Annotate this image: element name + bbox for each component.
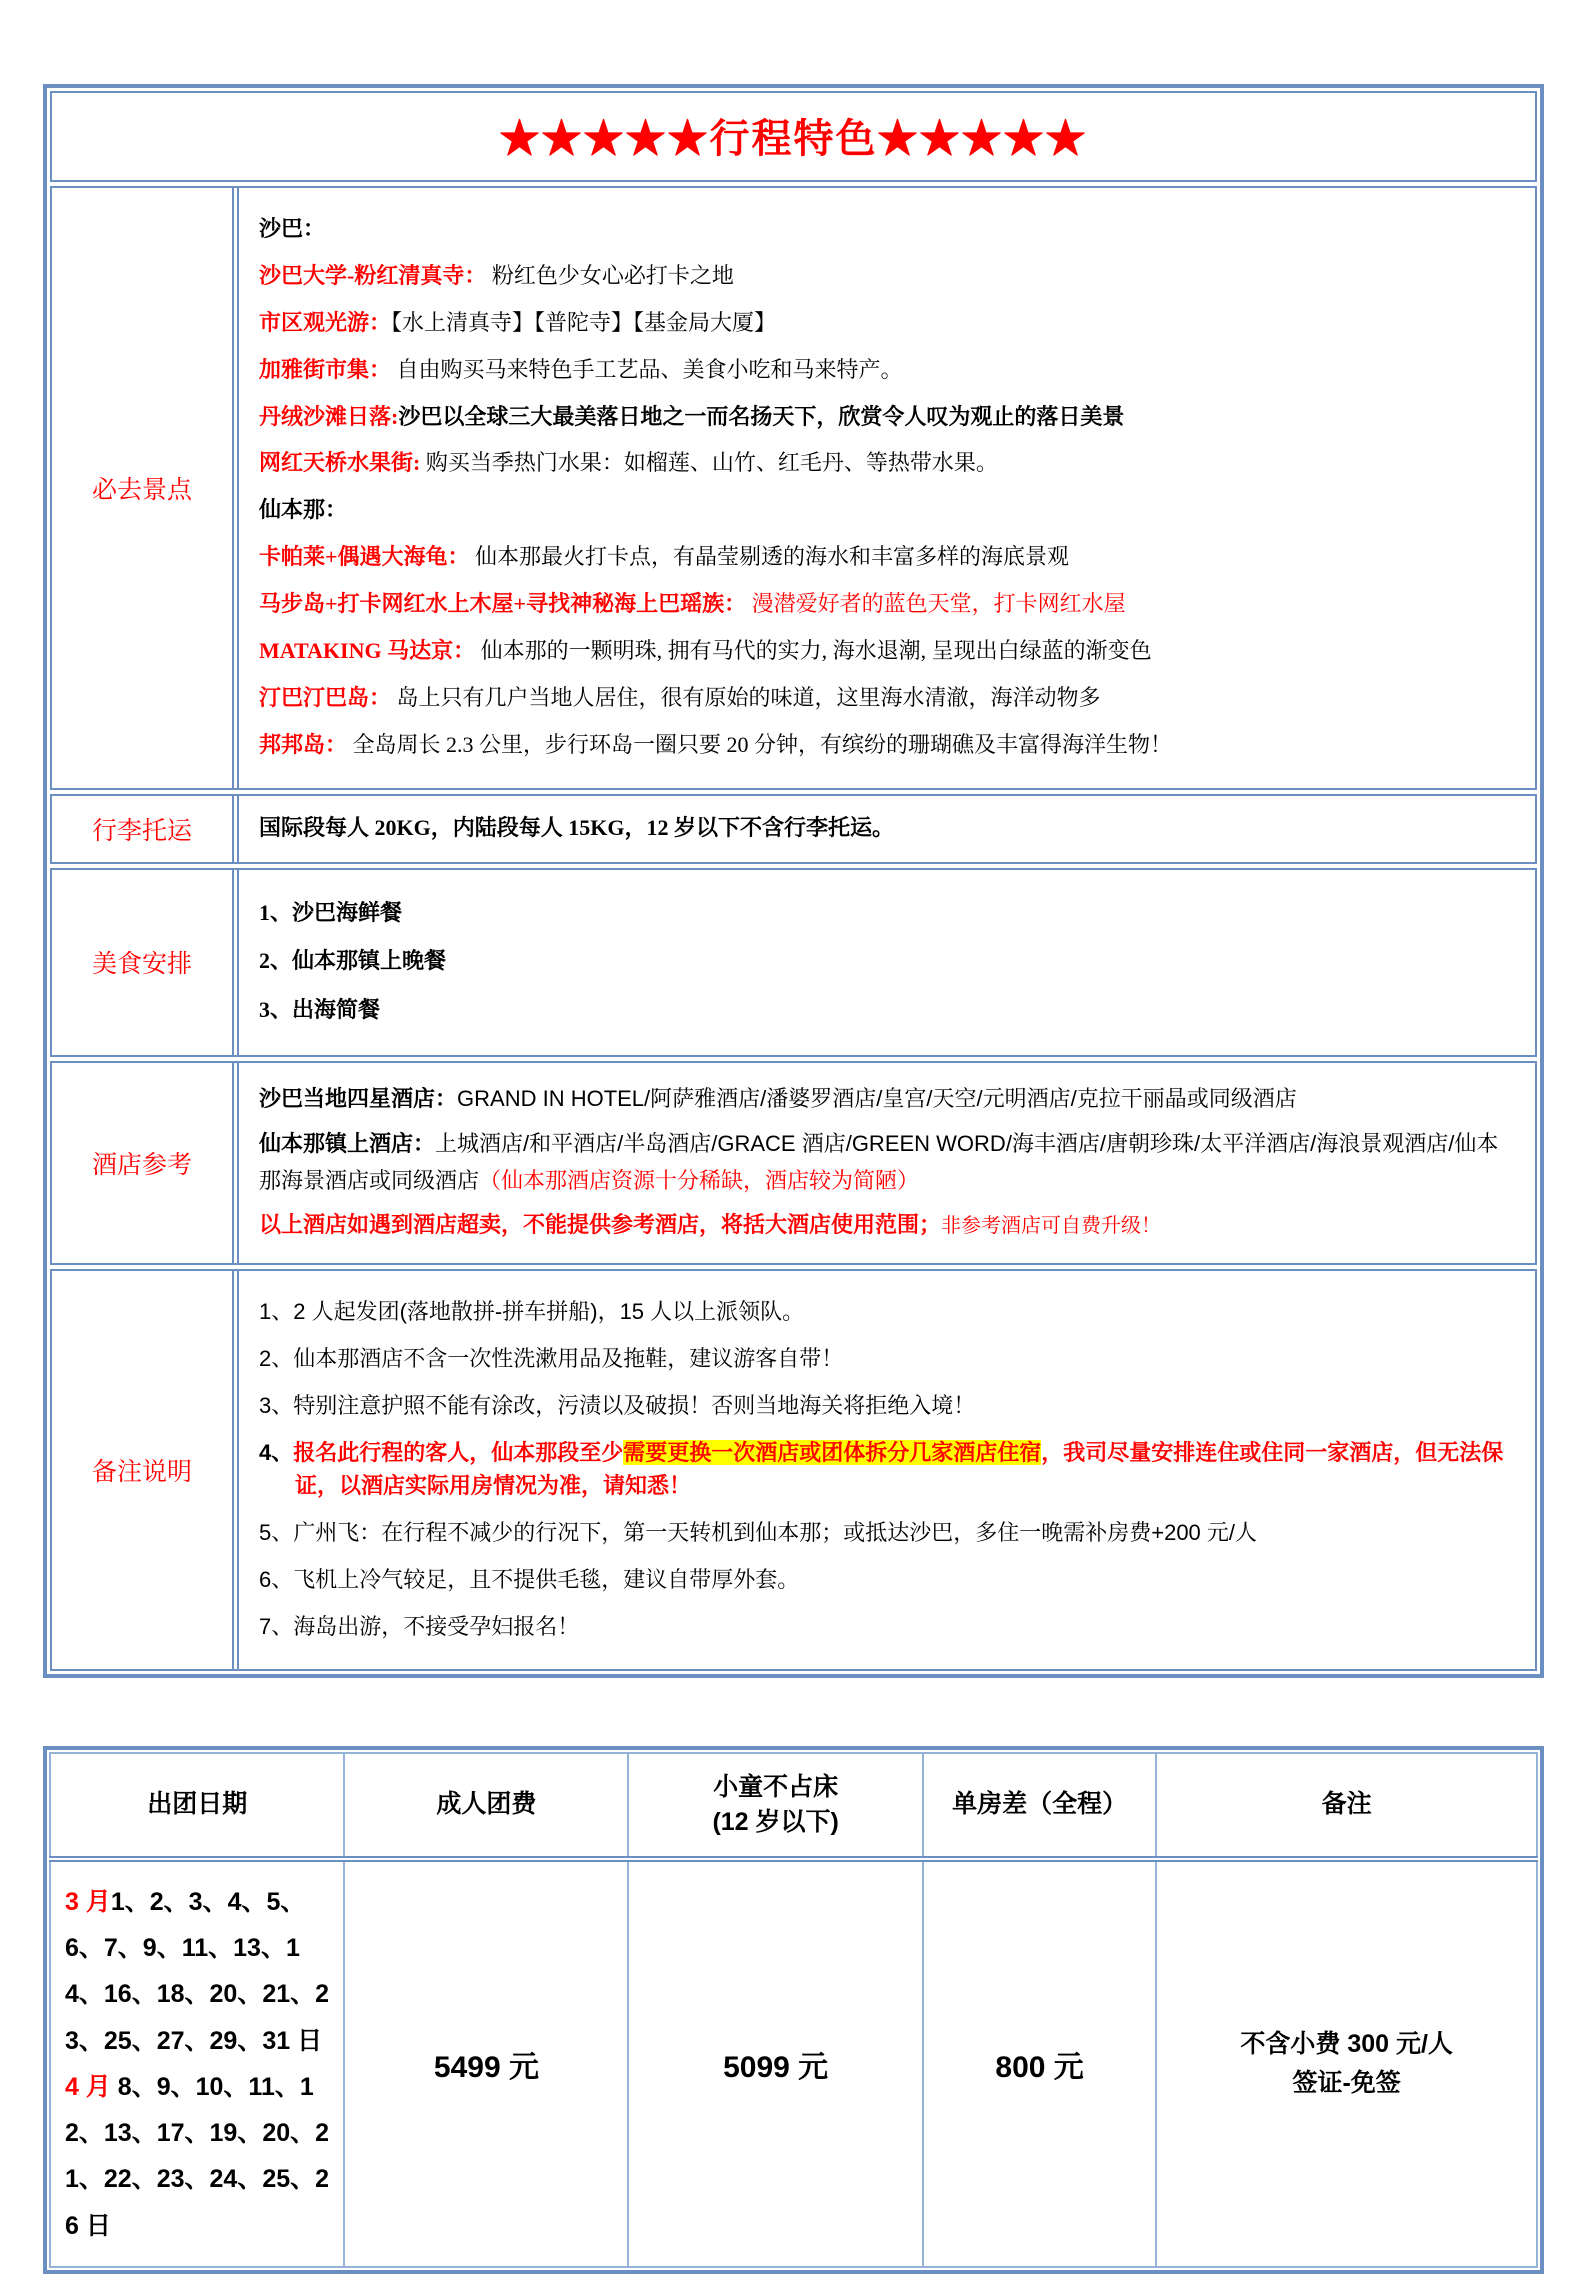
attraction-line: 卡帕莱+偶遇大海龟： 仙本那最火打卡点，有晶莹剔透的海水和丰富多样的海底景观 (259, 544, 1070, 570)
notes-label: 备注说明 (91, 1458, 192, 1486)
attraction-line: 网红天桥水果街: 购买当季热门水果：如榴莲、山竹、红毛丹、等热带水果。 (259, 450, 998, 476)
adult-price-cell (344, 1859, 628, 2267)
departure-dates-cell (50, 1859, 344, 2267)
child-price: 5099 元 (723, 2050, 829, 2084)
meal-item: 2、仙本那镇上晚餐 (259, 948, 447, 974)
attraction-line: 沙巴大学-粉红清真寺： 粉红色少女心必打卡之地 (259, 262, 734, 288)
meal-item: 1、沙巴海鲜餐 (259, 899, 403, 925)
attractions-label: 必去景点 (91, 476, 192, 504)
section-notes (50, 1269, 1537, 1671)
attraction-line: 沙巴： (259, 216, 326, 241)
attraction-line: 市区观光游：【水上清真寺】【普陀寺】【基金局大厦】 (259, 309, 777, 335)
header-departure-date: 出团日期 (50, 1753, 344, 1859)
meals-label-cell (52, 870, 234, 1056)
hotels-sabah-line: 沙巴当地四星酒店：GRAND IN HOTEL/阿萨雅酒店/潘婆罗酒店/皇宫/天空/元明酒店/克拉干丽晶或同级酒店 (259, 1086, 1297, 1112)
feature-table (43, 84, 1544, 1678)
attraction-line: 汀巴汀巴岛： 岛上只有几户当地人居住，很有原始的味道，这里海水清澈，海洋动物多 (259, 684, 1101, 710)
price-table-wrapper (43, 1746, 1544, 2274)
luggage-content (237, 796, 1535, 862)
remark-text: 不含小费 300 元/人 签证-免签 (1240, 2030, 1453, 2097)
notes-label-cell (52, 1271, 234, 1669)
hotels-semporna-line: 仙本那镇上酒店：上城酒店/和平酒店/半岛酒店/GRACE 酒店/GREEN WORD/海丰酒店/唐朝珍珠/太平洋酒店/海浪景观酒店/仙本那海景酒店或同级酒店（仙本那酒店资源十分稀缺，酒店较为简陋） (259, 1130, 1499, 1194)
price-header-row (50, 1753, 1537, 1859)
header-adult-price: 成人团费 (344, 1753, 628, 1859)
note-item-5: 5、广州飞：在行程不减少的行况下，第一天转机到仙本那；或抵达沙巴，多住一晚需补房费+200 元/人 (259, 1519, 1258, 1545)
attraction-line: MATAKING 马达京： 仙本那的一颗明珠, 拥有马代的实力, 海水退潮, 呈现出白绿蓝的渐变色 (259, 638, 1152, 664)
section-attractions (50, 186, 1537, 790)
meal-item: 3、出海简餐 (259, 997, 381, 1023)
header-child-no-bed: 小童不占床 (12 岁以下) (628, 1753, 922, 1859)
note-item-4: 4、报名此行程的客人，仙本那段至少需要更换一次酒店或团体拆分几家酒店住宿，我司尽量安排连住或住同一家酒店，但无法保证，以酒店实际用房情况为准，请知悉！ (259, 1439, 1504, 1498)
title-row (50, 91, 1537, 182)
note-item-3: 3、特别注意护照不能有涂改，污渍以及破损！否则当地海关将拒绝入境！ (259, 1392, 976, 1418)
single-supplement-cell (923, 1859, 1156, 2267)
note-item-1: 1、2 人起发团(落地散拼-拼车拼船)，15 人以上派领队。 (259, 1298, 805, 1324)
page-title: ★★★★★行程特色★★★★★ (499, 116, 1088, 161)
note-item-2: 2、仙本那酒店不含一次性洗漱用品及拖鞋，建议游客自带！ (259, 1345, 844, 1371)
hotels-disclaimer-line: 以上酒店如遇到酒店超卖，不能提供参考酒店，将括大酒店使用范围；非参考酒店可自费升级！ (259, 1212, 1162, 1238)
attractions-content (237, 188, 1535, 788)
attractions-label-cell (52, 188, 234, 788)
hotels-label: 酒店参考 (91, 1152, 192, 1180)
remark-cell (1156, 1859, 1537, 2267)
attraction-line: 邦邦岛： 全岛周长 2.3 公里，步行环岛一圈只要 20 分钟，有缤纷的珊瑚礁及丰富得海洋生物！ (259, 731, 1173, 757)
single-supplement: 800 元 (995, 2050, 1084, 2084)
header-single-supplement: 单房差（全程） (923, 1753, 1156, 1859)
hotels-label-cell (52, 1063, 234, 1263)
departure-dates: 3 月1、2、3、4、5、6、7、9、11、13、14、16、18、20、21、23、25、27、29、31 日 4 月 8、9、10、11、12、13、17、19、20、21、22、23、24、25、26 日 (65, 1887, 330, 2240)
section-luggage (50, 794, 1537, 864)
notes-content (237, 1271, 1535, 1669)
attraction-line: 马步岛+打卡网红水上木屋+寻找神秘海上巴瑶族： 漫潜爱好者的蓝色天堂，打卡网红水屋 (259, 591, 1126, 617)
luggage-text: 国际段每人 20KG，内陆段每人 15KG，12 岁以下不含行李托运。 (259, 814, 894, 840)
luggage-label-cell (52, 796, 234, 862)
attraction-line: 加雅街市集： 自由购买马来特色手工艺品、美食小吃和马来特产。 (259, 356, 903, 382)
note-item-7: 7、海岛出游，不接受孕妇报名！ (259, 1613, 580, 1639)
section-meals (50, 868, 1537, 1058)
attraction-line: 丹绒沙滩日落:沙巴以全球三大最美落日地之一而名扬天下，欣赏令人叹为观止的落日美景 (259, 403, 1125, 429)
attraction-line: 仙本那： (259, 497, 348, 523)
meals-label: 美食安排 (91, 951, 192, 979)
adult-price: 5499 元 (433, 2050, 539, 2084)
child-price-cell (628, 1859, 922, 2267)
price-table (49, 1752, 1538, 2268)
header-remark: 备注 (1156, 1753, 1537, 1859)
section-hotels (50, 1061, 1537, 1265)
hotels-content (237, 1063, 1535, 1263)
meals-content (237, 870, 1535, 1056)
note-item-6: 6、飞机上冷气较足，且不提供毛毯，建议自带厚外套。 (259, 1566, 800, 1592)
price-data-row (50, 1859, 1537, 2267)
luggage-label: 行李托运 (91, 817, 192, 845)
